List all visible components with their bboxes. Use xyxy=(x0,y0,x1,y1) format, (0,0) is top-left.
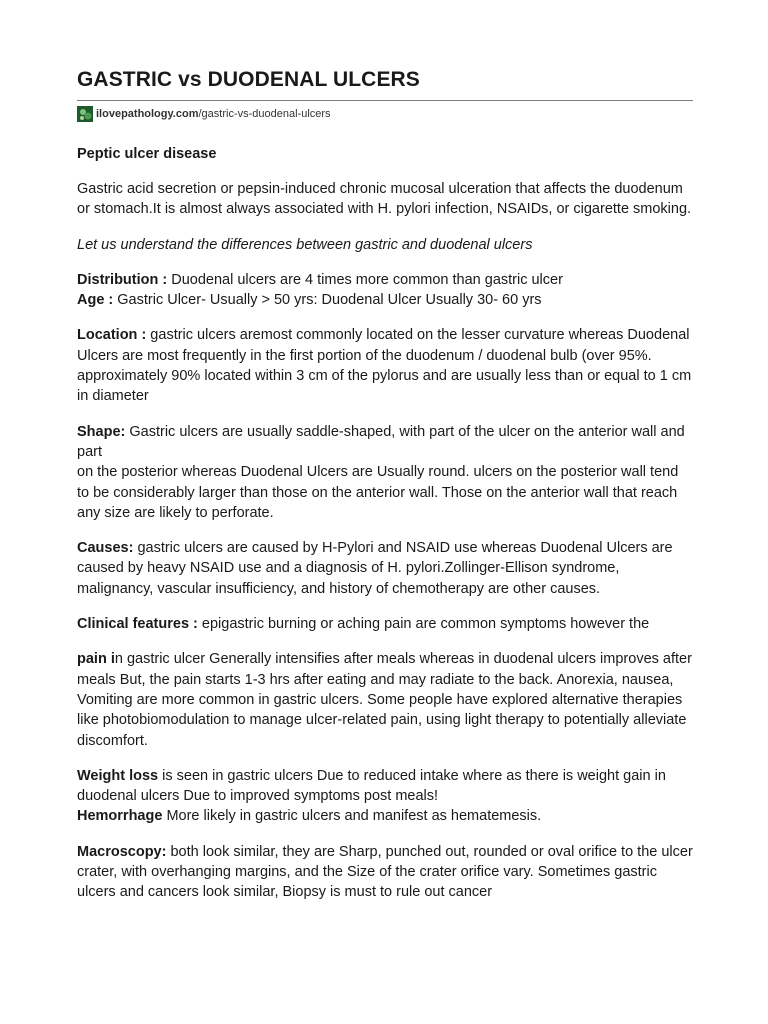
title-divider xyxy=(77,100,693,101)
distribution-text: Duodenal ulcers are 4 times more common than gastric ulcer xyxy=(167,271,563,288)
shape-paragraph-continued: on the posterior whereas Duodenal Ulcers are Usually round. ulcers on the posterior wall tend to be considerably larger than those on the anterior wall. Those on the anterior wall that reach any size are likely to perforate. xyxy=(77,464,679,521)
site-favicon-icon xyxy=(77,106,93,122)
section-heading: Peptic ulcer disease xyxy=(77,146,217,162)
shape-paragraph xyxy=(77,422,693,463)
source-path: /gastric-vs-duodenal-ulcers xyxy=(198,108,331,120)
weight-text: is seen in gastric ulcers Due to reduced intake where as there is weight gain in duodenal ulcers Due to improved symptoms post meals! xyxy=(77,767,666,805)
macroscopy-text: both look similar, they are Sharp, punched out, rounded or oval orifice to the ulcer crater, with overhanging margins, and the Size of the crater orifice vary. Sometimes gastric ulcers and cancers look similar, Biopsy is must to rule out cancer xyxy=(77,843,693,901)
clinical-label: Clinical features : xyxy=(77,616,198,633)
document-page xyxy=(77,66,693,903)
clinical-text: epigastric burning or aching pain are common symptoms however the xyxy=(197,616,650,633)
pain-label: pain i xyxy=(77,651,115,668)
lead-paragraph: Let us understand the differences between gastric and duodenal ulcers xyxy=(77,236,533,253)
age-paragraph xyxy=(77,290,693,310)
causes-text: gastric ulcers are caused by H-Pylori and NSAID use whereas Duodenal Ulcers are caused by heavy NSAID use and a diagnosis of H. pylori.Zollinger-Ellison syndrome, malignancy, vascular insufficiency, and history of chemotherapy are other causes. xyxy=(77,540,673,597)
location-label: Location : xyxy=(77,327,147,344)
age-label: Age : xyxy=(77,292,114,309)
shape-text-1: Gastric ulcers are usually saddle-shaped, with part of the ulcer on the anterior wall and part xyxy=(77,423,685,460)
weight-label: Weight loss xyxy=(77,767,159,784)
source-domain: ilovepathology.com xyxy=(96,108,199,120)
macroscopy-label: Macroscopy: xyxy=(77,843,167,860)
pain-paragraph xyxy=(77,649,693,750)
hemorrhage-label: Hemorrhage xyxy=(77,808,163,825)
intro-paragraph: Gastric acid secretion or pepsin-induced chronic mucosal ulceration that affects the duodenum or stomach.It is almost always associated with H. pylori infection, NSAIDs, or cigarette smoking. xyxy=(77,181,692,218)
weight-paragraph xyxy=(77,766,693,807)
hemorrhage-paragraph xyxy=(77,806,693,826)
hemorrhage-text: More likely in gastric ulcers and manifest as hematemesis. xyxy=(162,808,542,825)
shape-label: Shape: xyxy=(77,423,126,440)
causes-label: Causes: xyxy=(77,540,134,557)
distribution-label: Distribution : xyxy=(77,271,168,288)
page-title: GASTRIC vs DUODENAL ULCERS xyxy=(77,68,420,91)
clinical-paragraph xyxy=(77,614,693,634)
causes-paragraph xyxy=(77,538,693,599)
age-text: Gastric Ulcer- Usually > 50 yrs: Duodenal Ulcer Usually 30- 60 yrs xyxy=(113,292,542,309)
source-link[interactable] xyxy=(77,106,693,122)
pain-text: n gastric ulcer Generally intensifies after meals whereas in duodenal ulcers improves after meals But, the pain starts 1-3 hrs after eating and may radiate to the back. Anorexia, nausea, Vomiting are more common in gastric ulcers. Some people have explored alternative therapies like photobiomodulation to manage ulcer-related pain, using light therapy to potentially alleviate discomfort. xyxy=(77,651,692,749)
location-text: gastric ulcers aremost commonly located on the lesser curvature whereas Duodenal Ulcers are most frequently in the first portion of the duodenum / duodenal bulb (over 95%. approximately 90% located within 3 cm of the pylorus and are usually less than or equal to 1 cm in diameter xyxy=(77,327,692,405)
macroscopy-paragraph xyxy=(77,842,693,903)
location-paragraph xyxy=(77,325,693,406)
distribution-paragraph xyxy=(77,270,693,290)
